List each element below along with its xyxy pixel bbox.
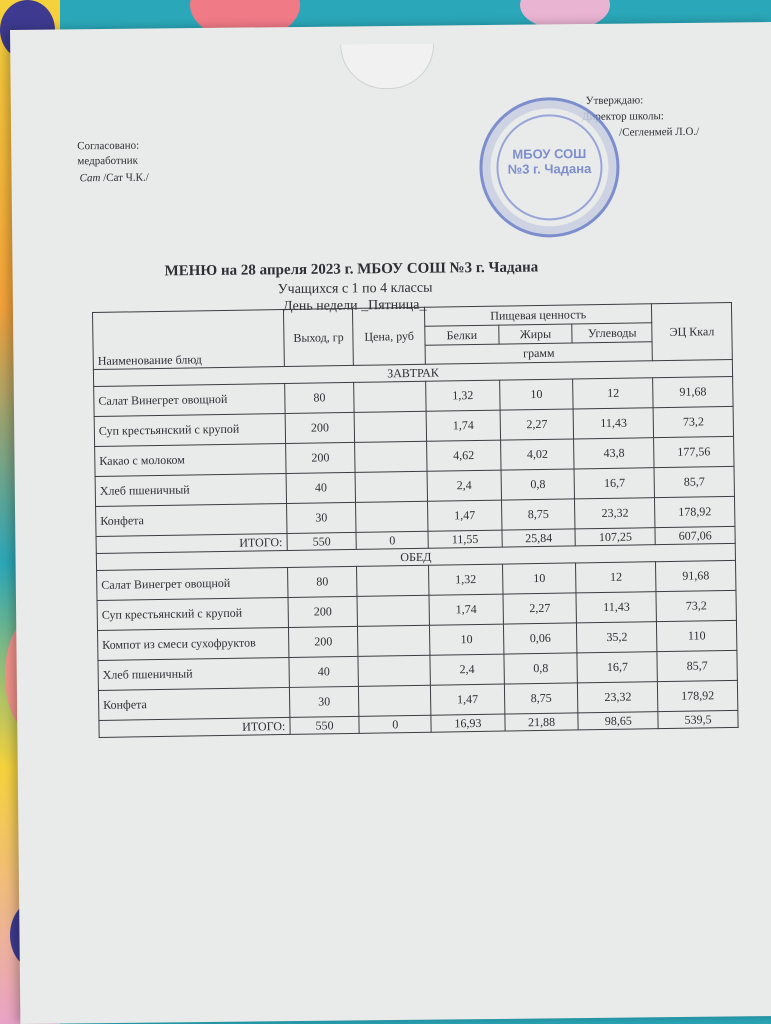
dish-carbs: 43,8 — [574, 438, 654, 469]
total-carbs: 107,25 — [575, 528, 655, 546]
dish-protein: 10 — [430, 624, 504, 655]
dish-protein: 1,32 — [426, 380, 500, 411]
dish-price — [355, 411, 427, 442]
dish-protein: 2,4 — [430, 654, 504, 685]
dish-energy: 177,56 — [654, 436, 734, 467]
total-energy: 607,06 — [655, 526, 735, 544]
total-output: 550 — [290, 716, 360, 734]
dish-fat: 0,06 — [503, 623, 577, 654]
dish-protein: 1,74 — [429, 594, 503, 625]
total-price: 0 — [359, 715, 431, 733]
dish-price — [355, 471, 427, 502]
dish-price — [355, 441, 427, 472]
dish-name: Хлеб пшеничный — [98, 657, 289, 690]
dish-name: Конфета — [96, 503, 287, 536]
total-output: 550 — [287, 532, 357, 550]
director-label: Директор школы: — [581, 110, 664, 124]
page-title: МЕНЮ на 28 апреля 2023 г. МБОУ СОШ №3 г. Чадана — [164, 259, 539, 280]
col-header-protein: Белки — [425, 325, 499, 345]
page-subtitle: Учащихся с 1 по 4 классы — [277, 280, 433, 298]
dish-carbs: 35,2 — [577, 622, 657, 653]
dish-protein: 4,62 — [427, 440, 501, 471]
approve-label: Утверждаю: — [585, 94, 644, 107]
dish-price — [357, 565, 429, 596]
dish-energy: 178,92 — [655, 496, 735, 527]
dish-output: 200 — [288, 596, 358, 627]
col-header-fat: Жиры — [499, 324, 573, 344]
dish-energy: 73,2 — [653, 406, 733, 437]
total-fat: 21,88 — [505, 713, 579, 731]
total-label: ИТОГО: — [96, 533, 287, 553]
dish-energy: 91,68 — [656, 560, 736, 591]
col-header-unit: грамм — [425, 342, 652, 365]
dish-fat: 10 — [499, 379, 573, 410]
dish-carbs: 11,43 — [574, 408, 654, 439]
dish-energy: 91,68 — [653, 376, 733, 407]
medic-sign: Сат — [79, 172, 101, 185]
weekday-line: День недели _Пятница_ — [282, 297, 427, 315]
dish-fat: 2,27 — [500, 409, 574, 440]
dish-fat: 8,75 — [501, 499, 575, 530]
dish-fat: 2,27 — [503, 593, 577, 624]
breakfast-rows — [94, 376, 735, 536]
dish-name: Компот из смеси сухофруктов — [98, 627, 289, 660]
dish-fat: 10 — [502, 563, 576, 594]
dish-output: 80 — [287, 566, 357, 597]
dish-name: Салат Винегрет овощной — [97, 567, 288, 600]
dish-carbs: 12 — [576, 562, 656, 593]
dish-price — [358, 625, 430, 656]
lunch-rows — [97, 560, 738, 720]
total-fat: 25,84 — [502, 529, 576, 547]
dish-energy: 110 — [657, 620, 737, 651]
dish-protein: 1,74 — [426, 410, 500, 441]
dish-name: Суп крестьянский с крупой — [97, 597, 288, 630]
dish-price — [357, 595, 429, 626]
dish-output: 200 — [285, 412, 355, 443]
dish-name: Хлеб пшеничный — [95, 473, 286, 506]
col-header-energy: ЭЦ Ккал — [652, 302, 733, 360]
approved-label: Согласовано: — [77, 139, 140, 153]
total-label: ИТОГО: — [99, 717, 290, 737]
dish-protein: 1,32 — [429, 564, 503, 595]
dish-energy: 178,92 — [658, 680, 738, 711]
dish-protein: 1,47 — [430, 684, 504, 715]
total-carbs: 98,65 — [578, 712, 658, 730]
dish-name: Какао с молоком — [95, 443, 286, 476]
stamp-text: МБОУ СОШ №3 г. Чадана — [507, 145, 592, 177]
col-header-output: Выход, гр — [283, 308, 354, 366]
section-lunch-label: ОБЕД — [96, 543, 735, 570]
dish-energy: 73,2 — [656, 590, 736, 621]
total-price: 0 — [356, 531, 428, 549]
dish-energy: 85,7 — [654, 466, 734, 497]
col-header-carbs: Углеводы — [572, 323, 652, 343]
dish-output: 200 — [288, 626, 358, 657]
dish-carbs: 16,7 — [577, 652, 657, 683]
medic-label: медработник — [77, 154, 139, 168]
dish-price — [354, 381, 426, 412]
menu-table — [92, 302, 739, 738]
dish-protein: 2,4 — [427, 470, 501, 501]
dish-name: Конфета — [98, 687, 289, 720]
dish-price — [356, 501, 428, 532]
dish-price — [358, 655, 430, 686]
dish-fat: 0,8 — [504, 653, 578, 684]
total-energy: 539,5 — [658, 710, 738, 728]
dish-output: 80 — [284, 382, 354, 413]
total-protein: 16,93 — [431, 714, 505, 732]
medic-signature — [79, 171, 148, 186]
dish-price — [359, 685, 431, 716]
dish-carbs: 16,7 — [574, 468, 654, 499]
dish-output: 30 — [286, 502, 356, 533]
dish-name: Суп крестьянский с крупой — [94, 413, 285, 446]
director-name: /Сегленмей Л.О./ — [619, 125, 700, 139]
col-header-price: Цена, руб — [353, 307, 426, 365]
dish-output: 40 — [289, 656, 359, 687]
dish-output: 40 — [286, 472, 356, 503]
dish-fat: 0,8 — [501, 469, 575, 500]
dish-carbs: 11,43 — [576, 592, 656, 623]
sheet-protector-tab — [340, 44, 434, 90]
dish-name: Салат Винегрет овощной — [94, 383, 285, 416]
dish-energy: 85,7 — [657, 650, 737, 681]
col-header-name: Наименование блюд — [93, 309, 285, 369]
dish-carbs: 12 — [573, 378, 653, 409]
total-protein: 11,55 — [428, 530, 502, 548]
col-header-nutrition: Пищевая ценность — [425, 304, 652, 327]
medic-name: /Сат Ч.К./ — [103, 171, 149, 185]
school-stamp — [479, 97, 620, 238]
dish-output: 200 — [285, 442, 355, 473]
section-breakfast-label: ЗАВТРАК — [93, 359, 732, 386]
dish-protein: 1,47 — [428, 500, 502, 531]
dish-output: 30 — [289, 686, 359, 717]
dish-carbs: 23,32 — [578, 682, 658, 713]
dish-fat: 8,75 — [504, 683, 578, 714]
dish-carbs: 23,32 — [575, 498, 655, 529]
dish-fat: 4,02 — [500, 439, 574, 470]
